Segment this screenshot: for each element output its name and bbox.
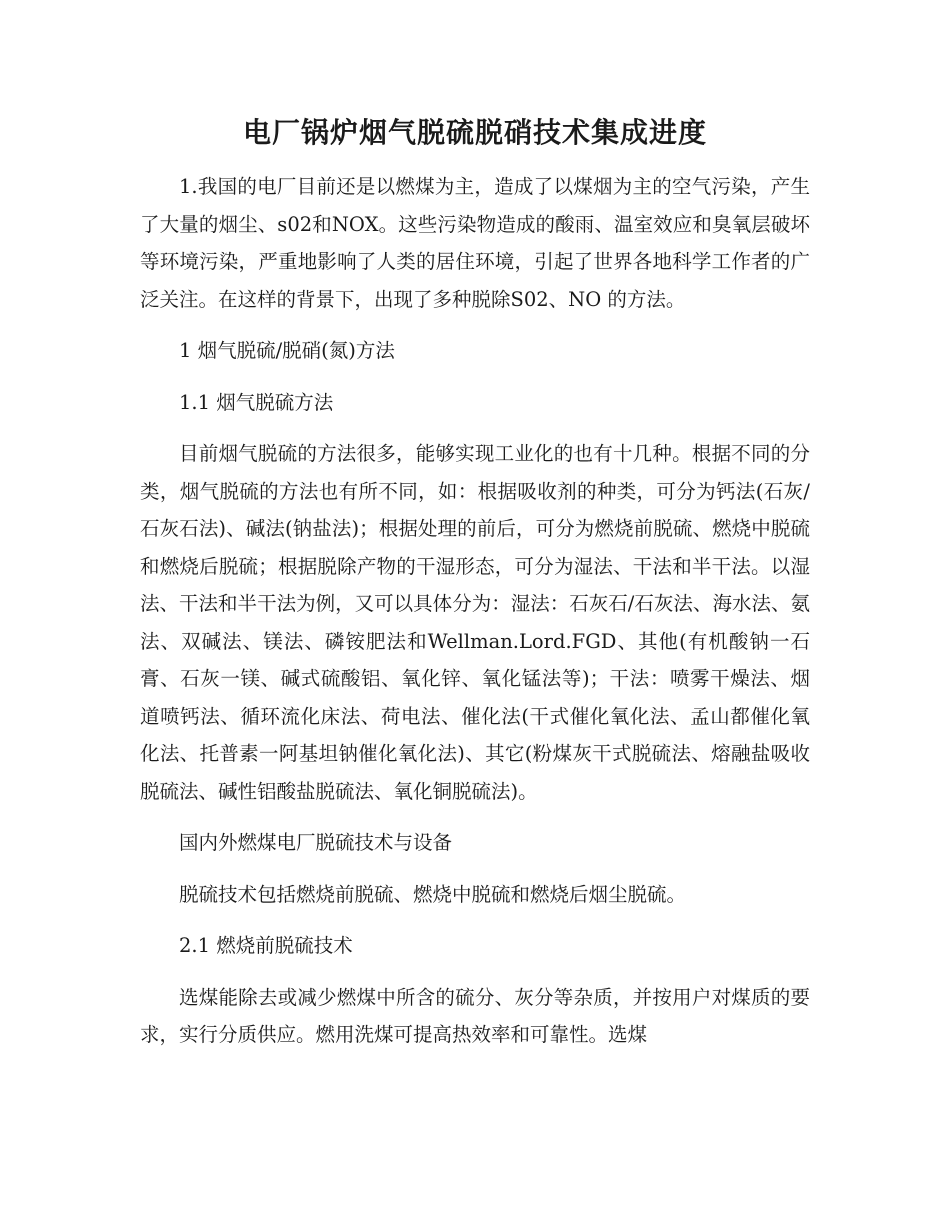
heading-domestic-foreign-tech: 国内外燃煤电厂脱硫技术与设备 bbox=[179, 831, 453, 854]
document-page bbox=[140, 108, 810, 1068]
paragraph-intro: 1.我国的电厂目前还是以燃煤为主，造成了以煤烟为主的空气污染，产生了大量的烟尘、s02和NOX。这些污染物造成的酸雨、温室效应和臭氧层破坏等环境污染，严重地影响了人类的居住环境，引起了世界各地科学工作者的广泛关注。在这样的背景下，出现了多种脱除S02、NO 的方法。 bbox=[140, 175, 810, 311]
paragraph-coal-selection: 选煤能除去或减少燃煤中所含的硫分、灰分等杂质，并按用户对煤质的要求，实行分质供应。燃用洗煤可提高热效率和可靠性。选煤 bbox=[140, 985, 810, 1046]
heading-section-2-1: 2.1 燃烧前脱硫技术 bbox=[179, 934, 353, 957]
paragraph-desulfurization-methods: 目前烟气脱硫的方法很多，能够实现工业化的也有十几种。根据不同的分类，烟气脱硫的方法也有所不同，如：根据吸收剂的种类，可分为钙法(石灰/石灰石法)、碱法(钠盐法)；根据处理的前后，可分为燃烧前脱硫、燃烧中脱硫和燃烧后脱硫；根据脱除产物的干湿形态，可分为湿法、干法和半干法。以湿法、干法和半干法为例，又可以具体分为：湿法：石灰石/石灰法、海水法、氨法、双碱法、镁法、磷铵肥法和Wellman.Lord.FGD、其他(有机酸钠一石膏、石灰一镁、碱式硫酸铝、氧化锌、氧化锰法等)；干法：喷雾干燥法、烟道喷钙法、循环流化床法、荷电法、催化法(干式催化氧化法、孟山都催化氧化法、托普素一阿基坦钠催化氧化法)、其它(粉煤灰干式脱硫法、熔融盐吸收脱硫法、碱性铝酸盐脱硫法、氧化铜脱硫法)。 bbox=[140, 442, 810, 803]
heading-section-1-1: 1.1 烟气脱硫方法 bbox=[179, 390, 334, 414]
document-title: 电厂锅炉烟气脱硫脱硝技术集成进度 bbox=[242, 116, 707, 149]
heading-section-1: 1 烟气脱硫/脱硝(氮)方法 bbox=[179, 339, 395, 362]
paragraph-desulfurization-overview: 脱硫技术包括燃烧前脱硫、燃烧中脱硫和燃烧后烟尘脱硫。 bbox=[179, 882, 687, 906]
